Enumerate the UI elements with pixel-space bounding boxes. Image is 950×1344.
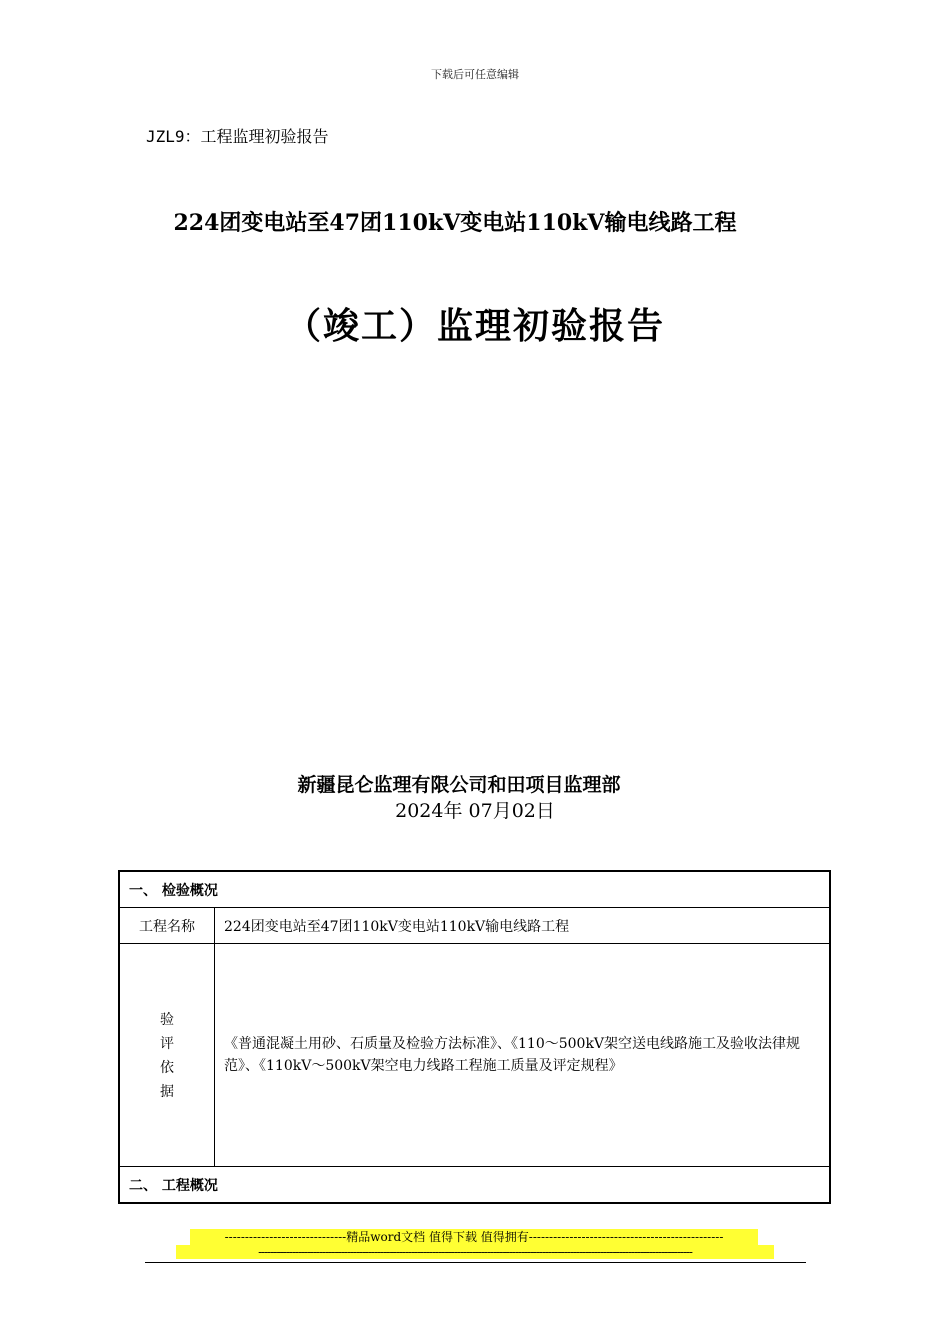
project-title: 224团变电站至47团110kV变电站110kV输电线路工程 [173,210,737,236]
table-row [119,908,830,944]
header-note: 下载后可任意编辑 [431,68,519,81]
report-title: （竣工）监理初验报告 [284,305,665,347]
section2-heading: 二、 工程概况 [119,1167,830,1204]
basis-label-char: 据 [160,1084,174,1100]
basis-label-char: 验 [160,1012,174,1028]
footer-divider [145,1262,806,1263]
document-code: JZL9：工程监理初验报告 [146,127,329,146]
basis-label-char: 依 [160,1060,174,1076]
section-heading-row [119,871,830,908]
basis-value: 《普通混凝土用砂、石质量及检验方法标准》、《110～500kV架空送电线路施工及验收法律规范》、《110kV～500kV架空电力线路工程施工质量及评定规程》 [215,944,831,1167]
basis-label [119,944,215,1167]
project-name-label: 工程名称 [119,908,215,944]
footer-line-1: ------------------------------精品word文档 值得下载 值得拥有------------------------------------------------ [190,1229,758,1245]
report-date: 2024年 07月02日 [395,800,555,822]
project-name-value: 224团变电站至47团110kV变电站110kV输电线路工程 [215,908,831,944]
basis-label-char: 评 [160,1036,174,1052]
table-row [119,944,830,1167]
footer-line-2: ---------------------------------------------------------------------------------------------------------------------------------------------- [176,1245,774,1259]
inspection-table [118,870,831,1204]
section1-heading: 一、 检验概况 [119,871,830,908]
organization-name: 新疆昆仑监理有限公司和田项目监理部 [297,774,621,796]
footer-banner [176,1229,774,1259]
section-heading-row [119,1167,830,1204]
